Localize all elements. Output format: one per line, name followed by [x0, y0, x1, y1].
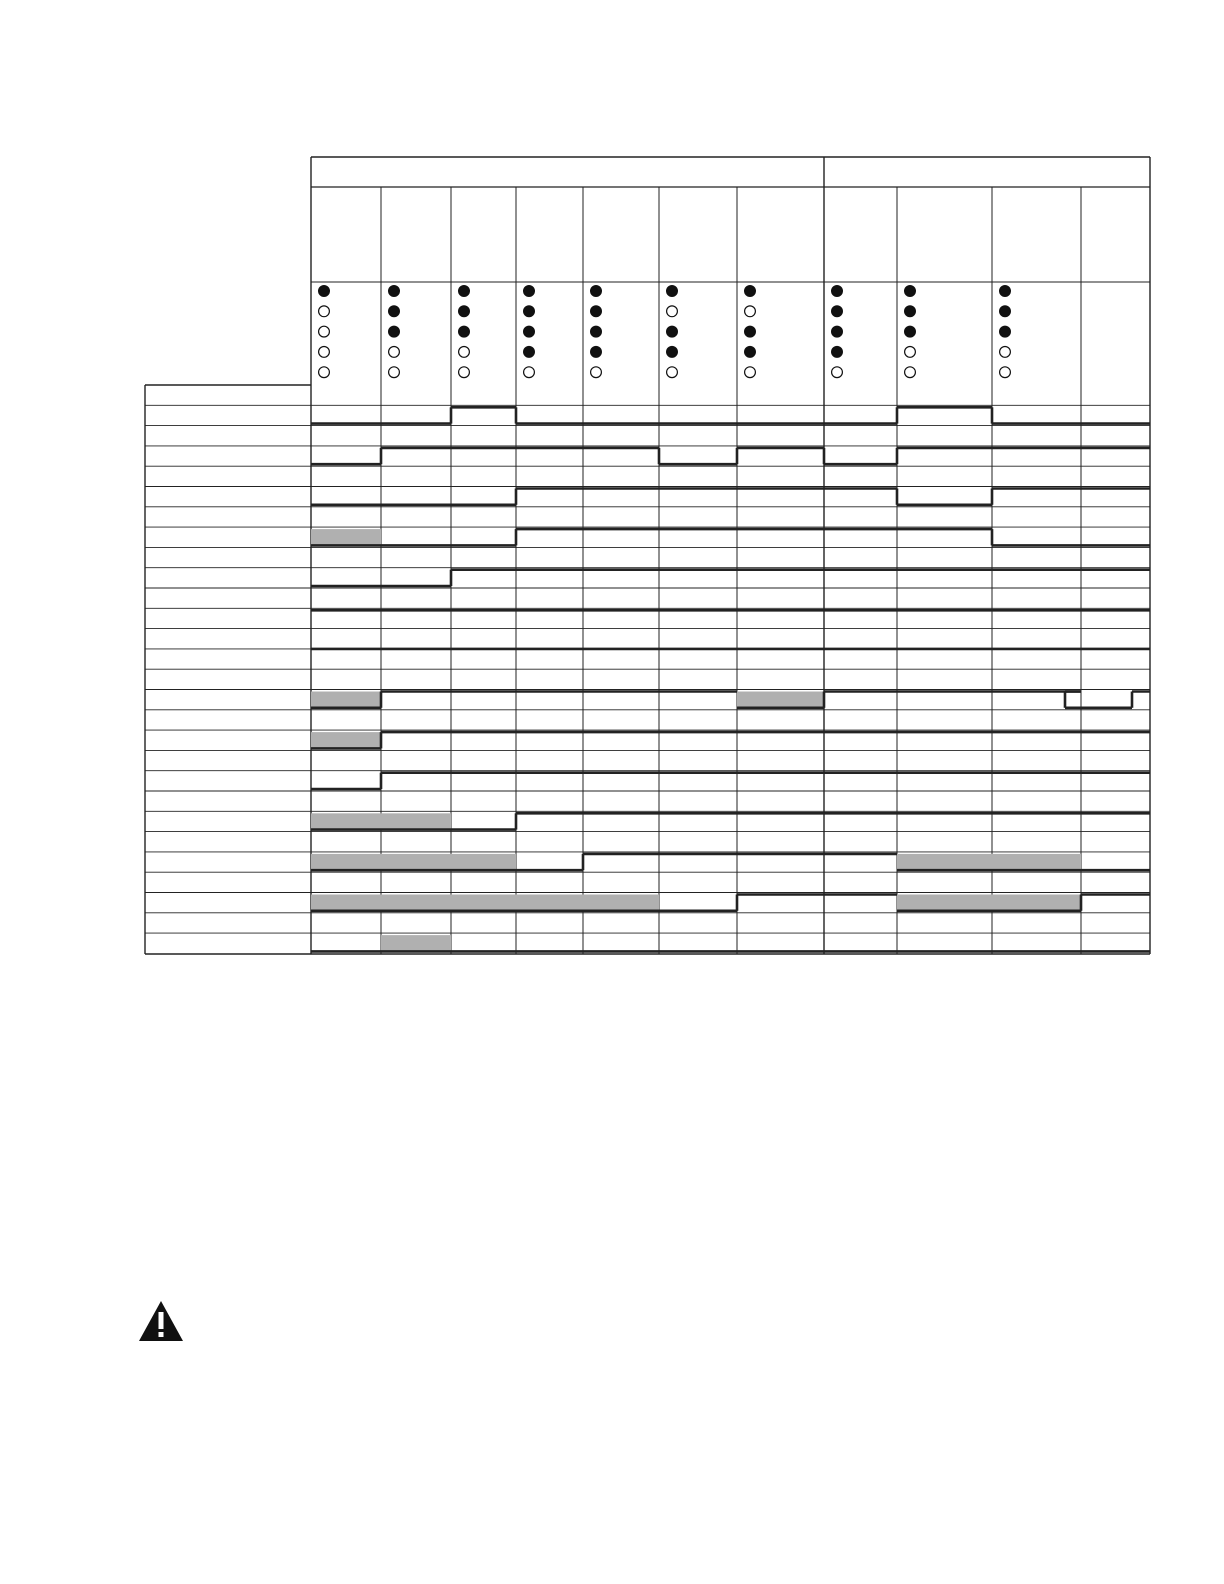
shaded-transition-block — [311, 529, 381, 545]
filled-indicator-dot — [832, 347, 843, 358]
empty-indicator-dot — [745, 367, 756, 378]
filled-indicator-dot — [667, 326, 678, 337]
empty-indicator-dot — [1000, 367, 1011, 378]
filled-indicator-dot — [745, 347, 756, 358]
filled-indicator-dot — [591, 306, 602, 317]
filled-indicator-dot — [832, 306, 843, 317]
shaded-transition-block — [311, 854, 381, 870]
shaded-transition-block — [897, 854, 992, 870]
shaded-transition-block — [311, 732, 381, 748]
filled-indicator-dot — [524, 286, 535, 297]
filled-indicator-dot — [832, 286, 843, 297]
empty-indicator-dot — [745, 306, 756, 317]
empty-indicator-dot — [667, 367, 678, 378]
empty-indicator-dot — [905, 367, 916, 378]
filled-indicator-dot — [591, 286, 602, 297]
shaded-transition-block — [992, 854, 1081, 870]
filled-indicator-dot — [1000, 306, 1011, 317]
filled-indicator-dot — [389, 326, 400, 337]
empty-indicator-dot — [591, 367, 602, 378]
filled-indicator-dot — [319, 286, 330, 297]
empty-indicator-dot — [1000, 347, 1011, 358]
filled-indicator-dot — [524, 326, 535, 337]
shaded-transition-block — [897, 895, 992, 911]
empty-indicator-dot — [319, 306, 330, 317]
filled-indicator-dot — [591, 347, 602, 358]
shaded-transition-block — [737, 692, 824, 708]
empty-indicator-dot — [905, 347, 916, 358]
filled-indicator-dot — [389, 286, 400, 297]
filled-indicator-dot — [667, 286, 678, 297]
filled-indicator-dot — [1000, 326, 1011, 337]
filled-indicator-dot — [389, 306, 400, 317]
shaded-transition-block — [311, 895, 381, 911]
shaded-transition-block — [992, 895, 1081, 911]
empty-indicator-dot — [459, 347, 470, 358]
empty-indicator-dot — [667, 306, 678, 317]
shaded-transition-block — [311, 813, 381, 829]
filled-indicator-dot — [905, 326, 916, 337]
shaded-transition-block — [381, 854, 451, 870]
filled-indicator-dot — [459, 286, 470, 297]
filled-indicator-dot — [459, 326, 470, 337]
empty-indicator-dot — [524, 367, 535, 378]
filled-indicator-dot — [745, 326, 756, 337]
filled-indicator-dot — [745, 286, 756, 297]
filled-indicator-dot — [667, 347, 678, 358]
empty-indicator-dot — [832, 367, 843, 378]
filled-indicator-dot — [591, 326, 602, 337]
shaded-transition-block — [451, 854, 516, 870]
filled-indicator-dot — [524, 306, 535, 317]
filled-indicator-dot — [832, 326, 843, 337]
empty-indicator-dot — [389, 367, 400, 378]
filled-indicator-dot — [524, 347, 535, 358]
shaded-transition-block — [451, 895, 516, 911]
shaded-transition-block — [311, 692, 381, 708]
empty-indicator-dot — [389, 347, 400, 358]
filled-indicator-dot — [905, 306, 916, 317]
filled-indicator-dot — [459, 306, 470, 317]
shaded-transition-block — [381, 813, 451, 829]
warning-triangle-icon — [137, 1299, 185, 1343]
filled-indicator-dot — [1000, 286, 1011, 297]
empty-indicator-dot — [319, 326, 330, 337]
empty-indicator-dot — [459, 367, 470, 378]
shaded-transition-block — [583, 895, 659, 911]
empty-indicator-dot — [319, 367, 330, 378]
shaded-transition-block — [381, 895, 451, 911]
shaded-transition-block — [516, 895, 583, 911]
shaded-transition-block — [381, 935, 451, 951]
empty-indicator-dot — [319, 347, 330, 358]
filled-indicator-dot — [905, 286, 916, 297]
